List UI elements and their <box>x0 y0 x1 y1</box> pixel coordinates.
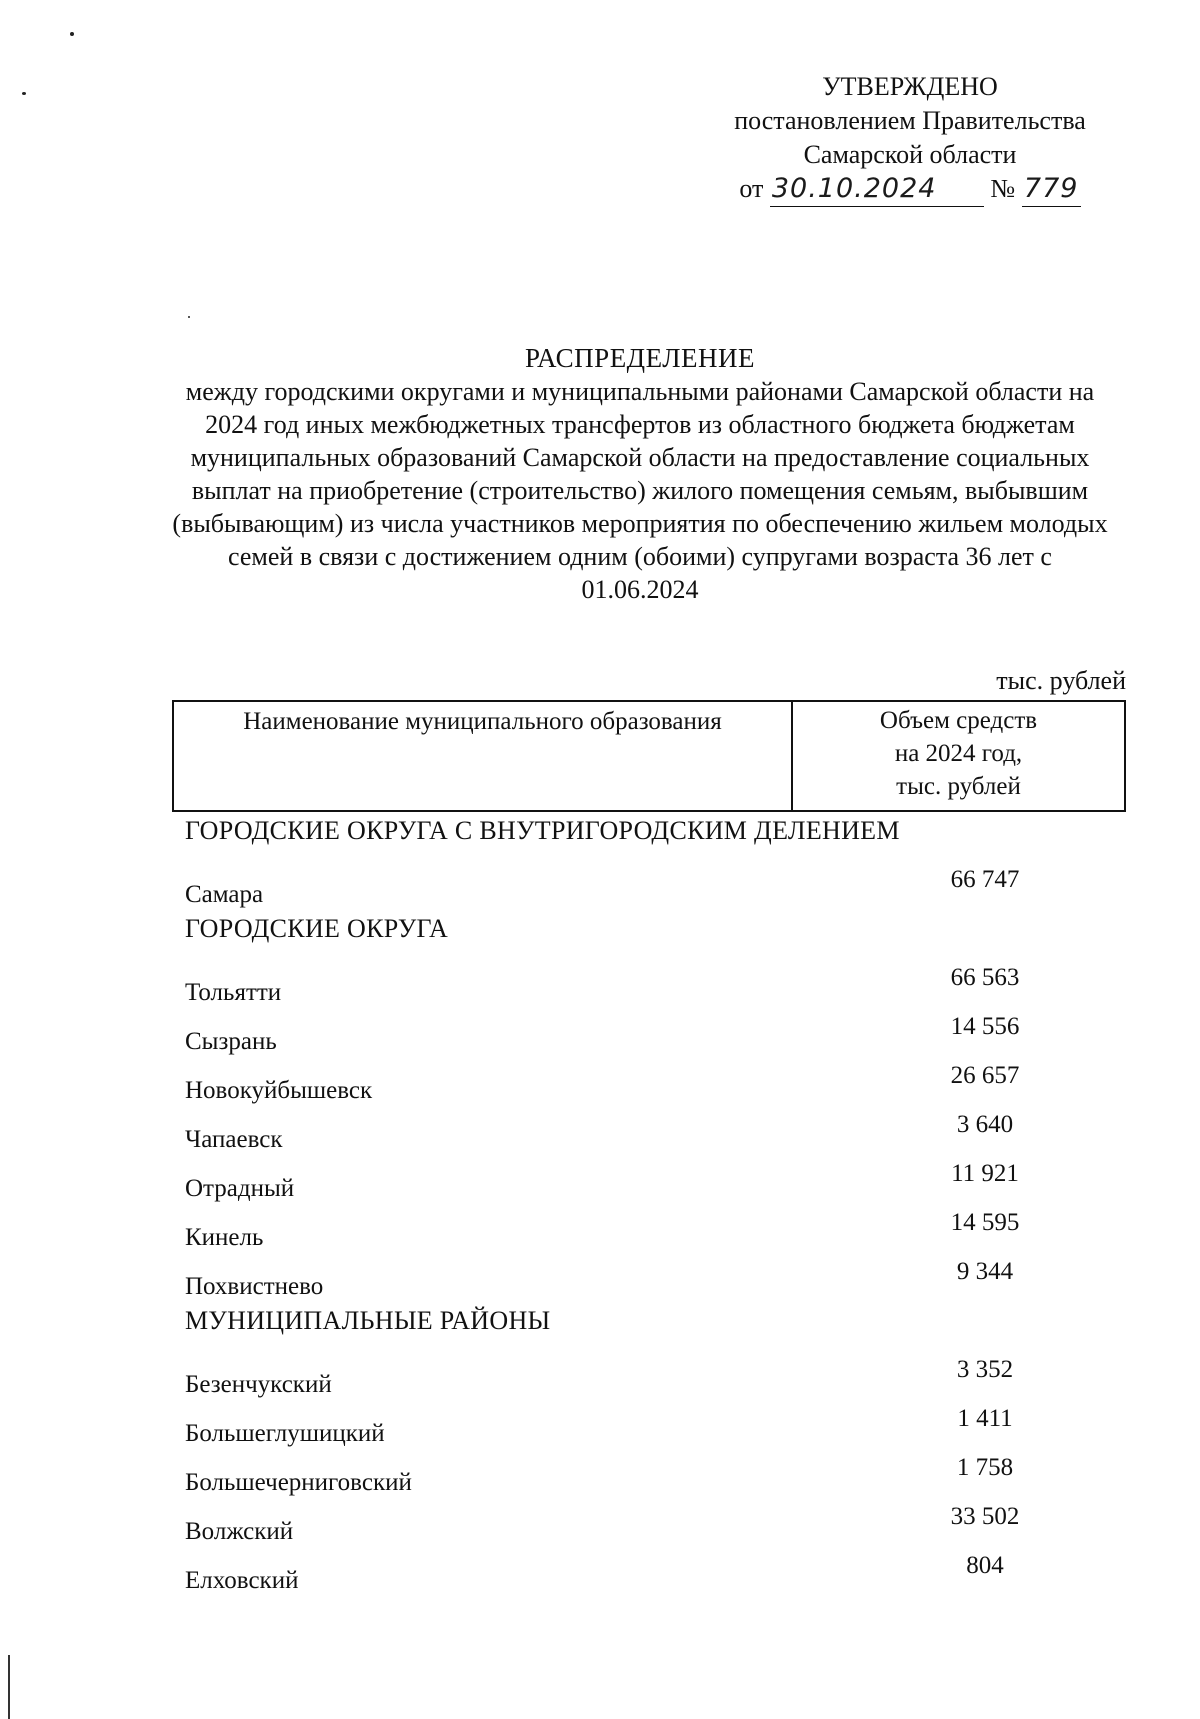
title-heading: РАСПРЕДЕЛЕНИЕ <box>524 343 756 373</box>
scan-edge-mark <box>8 1655 10 1719</box>
table-row <box>185 1351 1145 1400</box>
municipality-name: Большечерниговский <box>185 1469 412 1496</box>
table-section-row <box>185 910 1145 959</box>
section-title: МУНИЦИПАЛЬНЫЕ РАЙОНЫ <box>185 1306 551 1335</box>
approval-region: Самарской области <box>803 140 1017 169</box>
column-header-value-line2: на 2024 год, <box>894 740 1023 767</box>
section-title: ГОРОДСКИЕ ОКРУГА С ВНУТРИГОРОДСКИМ ДЕЛЕНИЕМ <box>185 816 900 845</box>
table-section-row <box>185 812 1145 861</box>
table-row <box>185 1547 1145 1596</box>
municipality-name: Похвистнево <box>185 1273 324 1300</box>
table-section-row <box>185 1302 1145 1351</box>
units-label: тыс. рублей <box>996 666 1126 695</box>
municipality-name: Безенчукский <box>185 1371 332 1398</box>
approval-authority: постановлением Правительства <box>734 106 1086 135</box>
municipality-name: Самара <box>185 881 264 908</box>
amount-value: 1 758 <box>956 1454 1014 1481</box>
column-header-value-line1: Объем средств <box>879 707 1038 734</box>
municipality-name: Тольятти <box>185 979 282 1006</box>
amount-value: 66 747 <box>950 866 1020 893</box>
municipality-name: Сызрань <box>185 1028 277 1055</box>
table-row <box>185 1057 1145 1106</box>
approval-date-line <box>700 172 1120 207</box>
table-row <box>185 959 1145 1008</box>
table-row <box>185 861 1145 910</box>
table-row <box>185 1253 1145 1302</box>
approval-date: 30.10.2024 <box>770 172 984 207</box>
municipality-name: Елховский <box>185 1567 299 1594</box>
table-body <box>185 812 1145 1596</box>
municipality-name: Новокуйбышевск <box>185 1077 373 1104</box>
amount-value: 14 595 <box>950 1209 1020 1236</box>
municipality-name: Волжский <box>185 1518 294 1545</box>
table-row <box>185 1008 1145 1057</box>
column-header-value <box>793 702 1124 810</box>
municipality-name: Большеглушицкий <box>185 1420 385 1447</box>
municipality-name: Чапаевск <box>185 1126 283 1153</box>
approval-number: 779 <box>1022 172 1081 207</box>
scan-speck <box>22 92 26 95</box>
municipality-name: Отрадный <box>185 1175 295 1202</box>
column-header-value-line3: тыс. рублей <box>896 773 1021 800</box>
amount-value: 11 921 <box>951 1160 1019 1187</box>
table-row <box>185 1106 1145 1155</box>
amount-value: 1 411 <box>957 1405 1013 1432</box>
table-row <box>185 1498 1145 1547</box>
approval-title: УТВЕРЖДЕНО <box>822 72 998 101</box>
number-label: № <box>990 174 1016 203</box>
scan-speck <box>188 316 190 318</box>
section-title: ГОРОДСКИЕ ОКРУГА <box>185 914 449 943</box>
amount-value: 804 <box>966 1552 1004 1579</box>
amount-value: 14 556 <box>950 1013 1020 1040</box>
from-label: от <box>739 174 764 203</box>
table-row <box>185 1400 1145 1449</box>
amount-value: 66 563 <box>950 964 1020 991</box>
title-text: между городскими округами и муниципальными районами Самарской области на 2024 год иных межбюджетных трансфертов из областного бюджета бюджетам муниципальных образований Самарской области на предоставление социальных выплат на приобретение (строительство) жилого помещения семьям, выбывшим (выбывающим) из числа участников мероприятия по обеспечению жильем молодых семей в связи с достижением одним (обоими) супругами возраста 36 лет с 01.06.2024 <box>172 377 1108 604</box>
scan-speck <box>70 32 74 36</box>
amount-value: 33 502 <box>950 1503 1020 1530</box>
column-header-name: Наименование муниципального образования <box>174 702 793 810</box>
amount-value: 9 344 <box>956 1258 1014 1285</box>
amount-value: 3 640 <box>956 1111 1014 1138</box>
table-row <box>185 1449 1145 1498</box>
table-header <box>172 700 1126 812</box>
table-row <box>185 1204 1145 1253</box>
approval-stamp-block <box>700 70 1120 207</box>
document-title <box>140 342 1140 606</box>
amount-value: 3 352 <box>956 1356 1014 1383</box>
table-row <box>185 1155 1145 1204</box>
amount-value: 26 657 <box>950 1062 1020 1089</box>
municipality-name: Кинель <box>185 1224 264 1251</box>
